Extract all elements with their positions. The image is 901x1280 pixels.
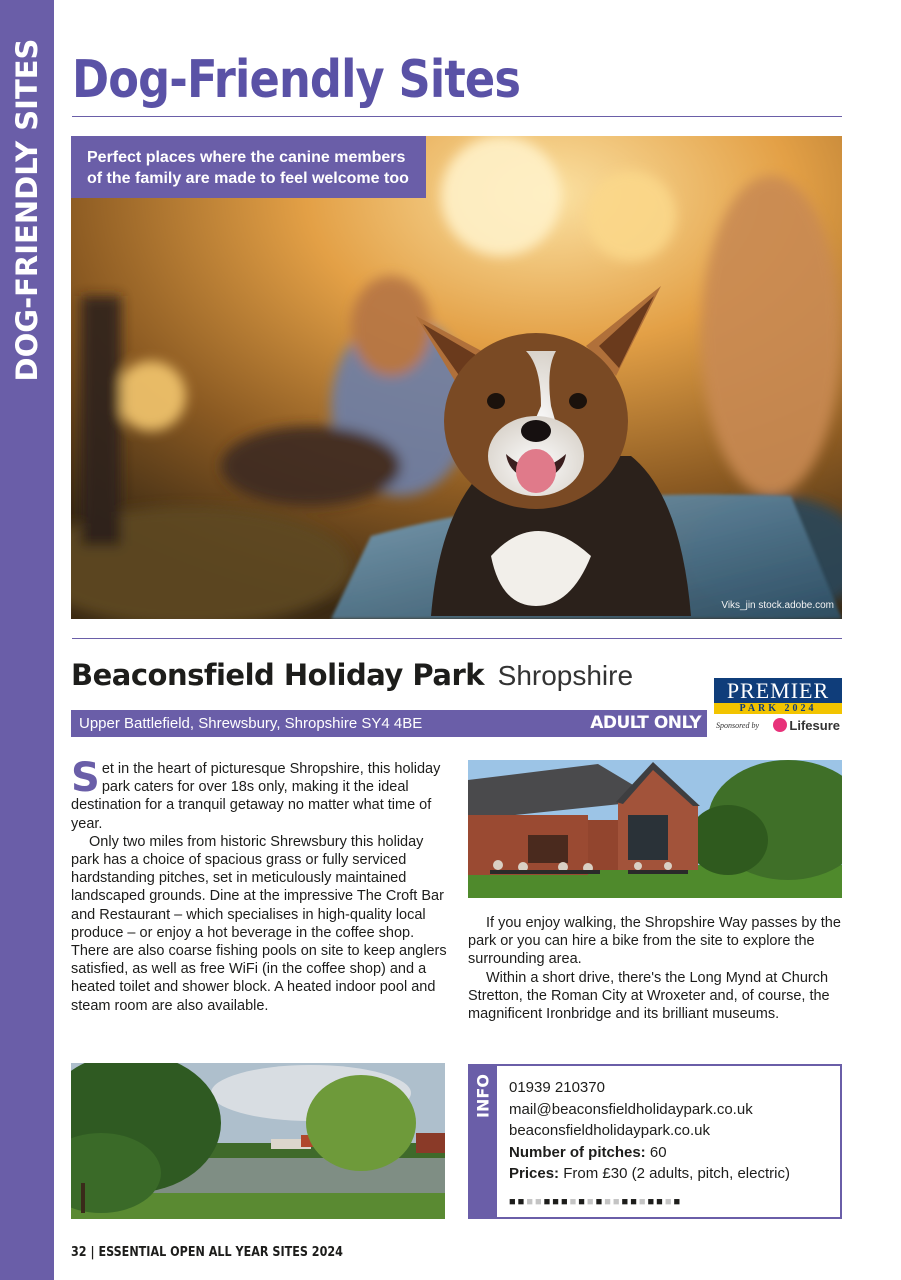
award-subtitle: PARK 2024	[714, 703, 842, 714]
premier-park-badge	[714, 678, 842, 738]
park-heading	[71, 658, 633, 692]
pitches-label: Number of pitches:	[509, 1143, 646, 1161]
dog-icon: ■	[630, 1196, 637, 1208]
address-bar	[71, 710, 707, 737]
publication-title: ESSENTIAL OPEN ALL YEAR SITES 2024	[98, 1245, 343, 1260]
park-county: Shropshire	[497, 660, 634, 691]
prices-label: Prices:	[509, 1165, 560, 1183]
award-sponsor-row	[714, 714, 842, 736]
fishing-icon: ■	[664, 1196, 672, 1208]
page-title: Dog-Friendly Sites	[72, 50, 521, 110]
article-column-right	[468, 914, 842, 1023]
article-paragraph-2: Only two miles from historic Shrewsbury this holiday park has a choice of spacious grass or fully serviced hardstanding pitches, set in meticulously maintained landscaped grounds. Dine at the impressive The Croft Bar and Restaurant – which specialises in high-quality local produce – or enjoy a hot beverage in the coffee shop. There are also coarse fishing pools on site to keep anglers satisfied, as well as free WiFi (in the coffee shop) and a heated toilet and shower block. A heated indoor pool and steam room are also available.	[71, 833, 447, 1014]
award-title: PREMIER	[714, 678, 842, 703]
page-number: 32	[71, 1245, 87, 1260]
info-box	[468, 1064, 842, 1219]
sponsor-name: Lifesure	[789, 717, 840, 733]
info-email[interactable]: mail@beaconsfieldholidaypark.co.uk	[509, 1100, 753, 1118]
lake-photo-illustration	[71, 1063, 445, 1219]
article-paragraph-4: Within a short drive, there's the Long Mynd at Church Stretton, the Roman City at Wroxeter and, of course, the magnificent Ironbridge and its brilliant museums.	[468, 969, 830, 1023]
photo-fishing-lake	[71, 1063, 445, 1219]
article-paragraph-1: Set in the heart of picturesque Shropshire, this holiday park caters for over 18s only, making it the ideal destination for a tranquil getaway no matter what time of year.	[71, 755, 441, 832]
info-pitches	[509, 1142, 790, 1164]
ev-charging-icon: ■	[534, 1196, 542, 1208]
pitches-value: 60	[649, 1143, 667, 1161]
public-transport-icon: ■	[656, 1196, 663, 1208]
tent-icon: ■	[526, 1196, 533, 1208]
launderette-icon: ■	[595, 1196, 603, 1208]
caravan-icon: ■	[509, 1196, 516, 1208]
footer-separator: |	[90, 1245, 95, 1260]
restaurant-icon: ■	[578, 1196, 585, 1208]
section-side-label: DOG-FRIENDLY SITES	[10, 38, 44, 382]
lifesure-logo-icon	[773, 718, 787, 732]
clubhouse-photo-illustration	[468, 760, 842, 898]
prices-value: From £30 (2 adults, pitch, electric)	[563, 1165, 790, 1183]
motorhome-icon: ■	[517, 1196, 525, 1208]
mouse-icon: ■	[673, 1196, 681, 1208]
electric-hookup-icon: ■	[543, 1196, 551, 1208]
page-footer	[71, 1245, 343, 1260]
adult-only-tag: ADULT ONLY	[590, 713, 701, 733]
article-column-left	[71, 755, 447, 1015]
info-website[interactable]: beaconsfieldholidaypark.co.uk	[509, 1122, 710, 1140]
hero-caption-line-2: of the family are made to feel welcome too	[87, 170, 409, 187]
info-phone[interactable]: 01939 210370	[509, 1079, 605, 1096]
article-paragraph-3: If you enjoy walking, the Shropshire Way passes by the park or you can hire a bike from the site to explore the surrounding area.	[468, 915, 841, 968]
bar-icon: ■	[586, 1196, 594, 1208]
pool-icon: ■	[621, 1196, 629, 1208]
divider-mid	[72, 638, 842, 639]
shower-icon: ■	[569, 1196, 577, 1208]
sponsored-by-text: Sponsored by	[716, 720, 760, 730]
info-content	[509, 1077, 790, 1185]
hardstanding-icon: ■	[552, 1196, 559, 1208]
park-address: Upper Battlefield, Shrewsbury, Shropshire SY4 4BE	[79, 715, 423, 732]
facility-icons-row	[509, 1193, 680, 1211]
sponsor-logo	[773, 718, 840, 733]
entertainment-icon: ■	[638, 1196, 646, 1208]
disabled-access-icon: ■	[647, 1196, 655, 1208]
hero-caption-box	[71, 136, 426, 198]
shop-icon: ■	[604, 1196, 611, 1208]
photo-credit: Viks_jin stock.adobe.com	[721, 600, 834, 611]
drop-cap: S	[71, 755, 100, 801]
wifi-icon: ■	[612, 1196, 620, 1208]
info-prices	[509, 1163, 790, 1185]
divider-top	[72, 116, 842, 117]
hero-caption-line-1: Perfect places where the canine members	[87, 149, 406, 166]
hero-photo-dog	[71, 136, 842, 619]
info-label: INFO	[473, 1074, 493, 1118]
toilets-icon: ■	[560, 1196, 568, 1208]
dog-photo-illustration	[71, 136, 842, 619]
park-name: Beaconsfield Holiday Park	[71, 658, 485, 692]
photo-clubhouse	[468, 760, 842, 898]
